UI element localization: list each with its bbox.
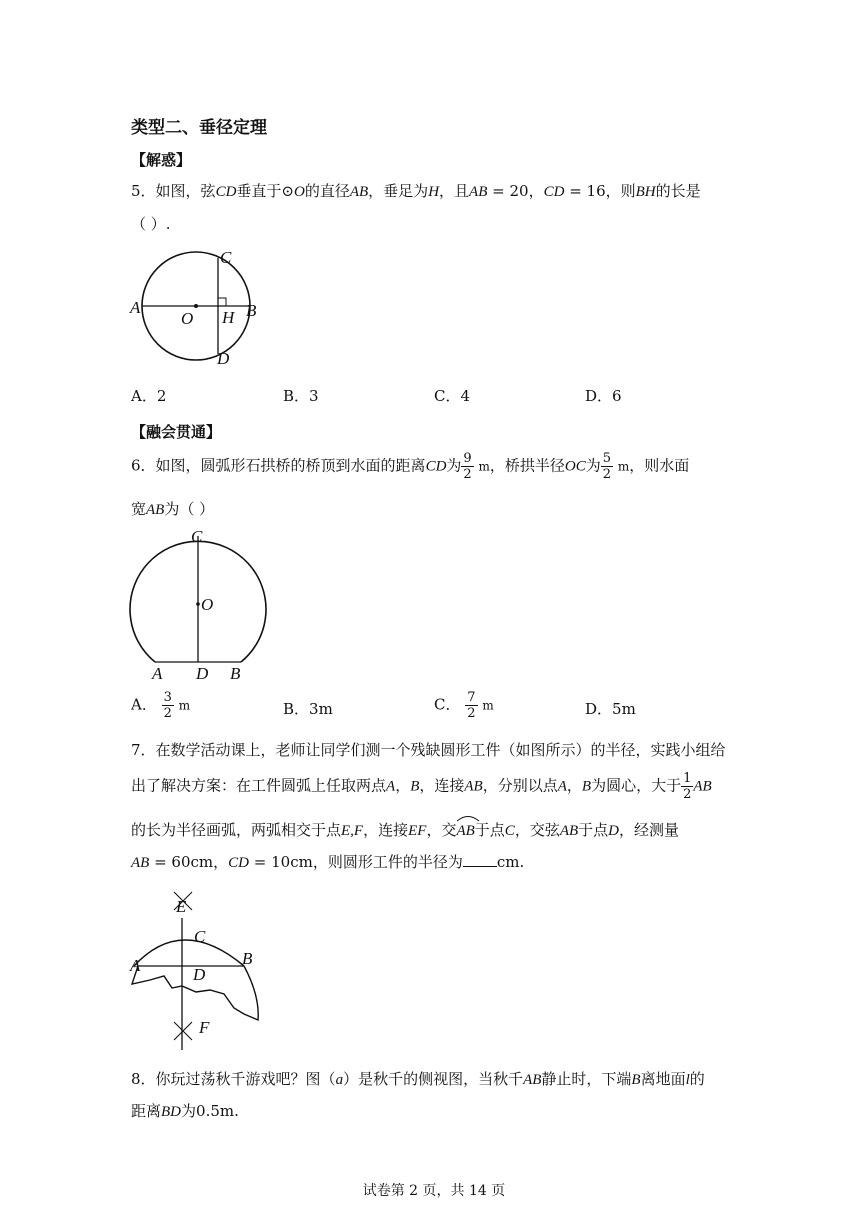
q5-option-d: D．6 [585, 387, 622, 405]
q8-line1: 8．你玩过荡秋千游戏吧？图（a）是秋千的侧视图，当秋千AB静止时，下端B离地面l的 [131, 1070, 705, 1088]
q7-line3: 的长为半径画弧，两弧相交于点E,F，连接EF，交 AB于点C，交弦AB于点D，经测量 [131, 819, 679, 842]
q5-label-o: O [181, 309, 194, 328]
q6-label-d: D [196, 664, 209, 683]
q6-label-c: C [191, 527, 203, 546]
q5-stem-line2: （ ）. [131, 215, 171, 233]
q5-label-h: H [222, 308, 235, 327]
q7-label-a: A [130, 956, 141, 975]
q6-option-a: A． $\frac{3}{2}$ m [131, 690, 191, 721]
q6-option-b: B．3m [283, 700, 333, 718]
q6-label-a: A [152, 664, 163, 683]
q5-option-b: B．3 [283, 387, 319, 405]
q6-stem-line2: 宽AB为（ ） [131, 500, 215, 518]
q5-label-b: B [246, 301, 257, 320]
q7-label-d: D [193, 965, 206, 984]
q7-figure [126, 884, 276, 1056]
q5-figure [126, 244, 276, 372]
q7-label-f: F [199, 1018, 210, 1037]
q7-label-e: E [176, 897, 187, 916]
q5-option-c: C．4 [434, 387, 471, 405]
q7-line2: 出了解决方案：在工件圆弧上任取两点A，B，连接AB，分别以点A，B为圆心，大于 $\frac{1}{2}$ AB [131, 771, 712, 802]
q6-stem: 6．如图，圆弧形石拱桥的桥顶到水面的距离CD为 $\frac{9}{2}$ m，桥拱半径OC为 $\frac{5}{2}$ m，则水面 [131, 451, 690, 482]
answer-blank[interactable] [463, 852, 497, 867]
tag-ronghui: 【融会贯通】 [131, 423, 222, 441]
q5-label-d: D [217, 349, 230, 368]
q7-line1: 7．在数学活动课上，老师让同学们测一个残缺圆形工件（如图所示）的半径，实践小组给 [131, 741, 726, 759]
q5-label-c: C [220, 248, 232, 267]
page-footer: 试卷第 2 页，共 14 页 [362, 1183, 506, 1199]
q6-label-b: B [230, 664, 241, 683]
q6-label-o: O [201, 595, 214, 614]
section-title: 类型二、垂径定理 [131, 118, 267, 138]
q7-label-c: C [194, 927, 206, 946]
q6-option-d: D．5m [585, 700, 636, 718]
arc-ab: AB [456, 820, 474, 842]
tag-jiehuo: 【解惑】 [131, 151, 192, 169]
q7-label-b: B [242, 949, 253, 968]
q7-line4: AB = 60cm，CD = 10cm，则圆形工件的半径为 cm. [131, 853, 525, 871]
q5-label-a: A [130, 298, 141, 317]
q8-line2: 距离BD为0.5m. [131, 1102, 239, 1120]
q5-stem: 5．如图，弦CD垂直于⊙O的直径AB，垂足为H，且AB = 20，CD = 16，则BH的长是 [131, 182, 701, 200]
q5-option-a: A．2 [131, 387, 167, 405]
q6-figure [126, 524, 276, 684]
q6-option-c: C． $\frac{7}{2}$ m [434, 690, 494, 721]
